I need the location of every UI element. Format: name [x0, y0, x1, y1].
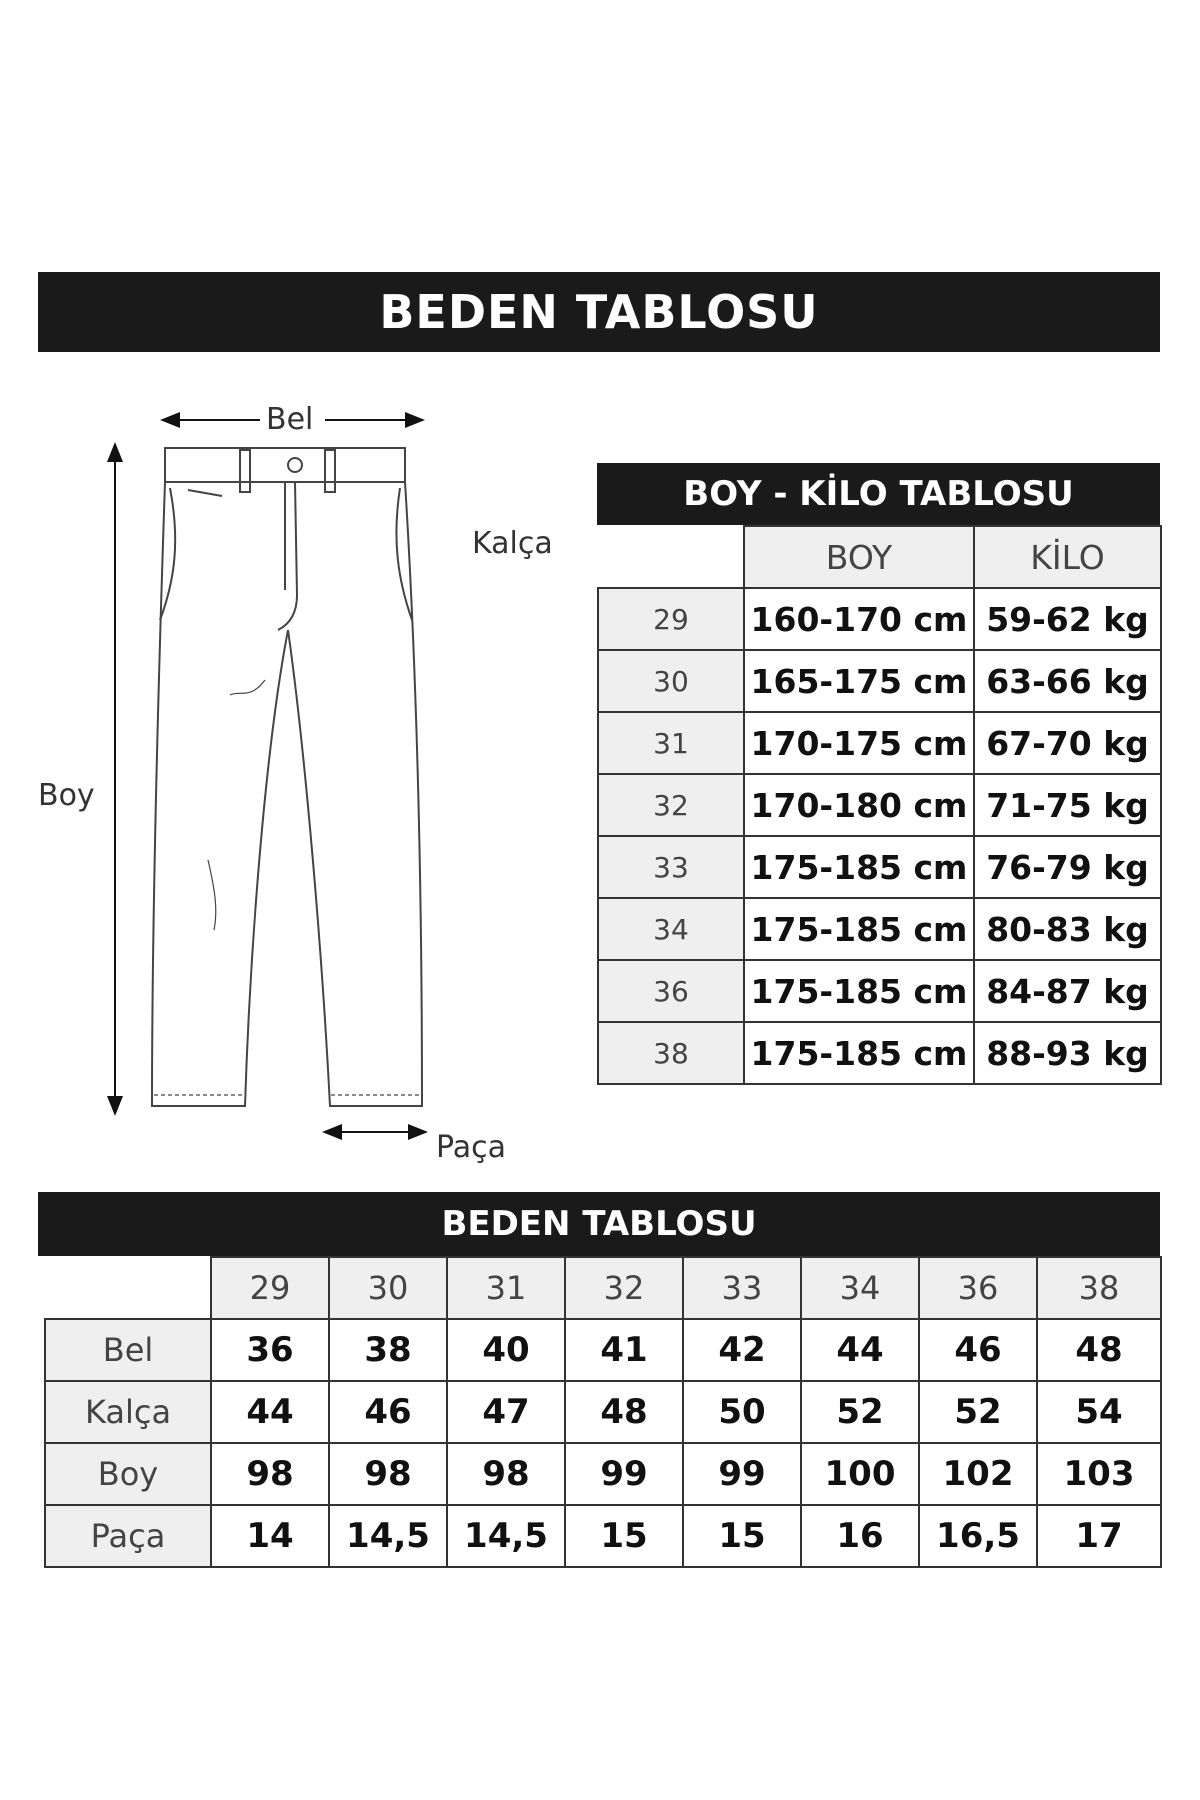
row-label: Kalça — [45, 1381, 211, 1443]
table-row — [45, 1443, 1161, 1505]
measure-cell: 40 — [447, 1319, 565, 1381]
measure-cell: 47 — [447, 1381, 565, 1443]
size-cell: 31 — [598, 712, 744, 774]
boy-cell: 175-185 cm — [744, 1022, 974, 1084]
table-row — [45, 1505, 1161, 1567]
kilo-cell: 59-62 kg — [974, 588, 1161, 650]
row-label: Paça — [45, 1505, 211, 1567]
table-row — [598, 898, 1161, 960]
size-cell: 30 — [598, 650, 744, 712]
measure-cell: 41 — [565, 1319, 683, 1381]
size-cell: 32 — [598, 774, 744, 836]
measure-cell: 14 — [211, 1505, 329, 1567]
measure-cell: 98 — [447, 1443, 565, 1505]
size-header-cell: 38 — [1037, 1257, 1161, 1319]
measure-cell: 99 — [683, 1443, 801, 1505]
kilo-cell: 84-87 kg — [974, 960, 1161, 1022]
bel-label: Bel — [266, 402, 314, 437]
kilo-cell: 88-93 kg — [974, 1022, 1161, 1084]
measure-cell: 15 — [683, 1505, 801, 1567]
measure-cell: 52 — [801, 1381, 919, 1443]
boy-column-header: BOY — [744, 526, 974, 588]
beden-table-title: BEDEN TABLOSU — [38, 1192, 1160, 1256]
measure-cell: 36 — [211, 1319, 329, 1381]
measure-cell: 16 — [801, 1505, 919, 1567]
measure-cell: 98 — [211, 1443, 329, 1505]
measure-cell: 100 — [801, 1443, 919, 1505]
table-row — [45, 1319, 1161, 1381]
boy-cell: 175-185 cm — [744, 836, 974, 898]
measure-cell: 46 — [919, 1319, 1037, 1381]
size-header-cell: 33 — [683, 1257, 801, 1319]
table-row — [598, 774, 1161, 836]
measure-cell: 52 — [919, 1381, 1037, 1443]
size-header-cell: 30 — [329, 1257, 447, 1319]
table-row — [598, 836, 1161, 898]
size-cell: 33 — [598, 836, 744, 898]
measure-cell: 103 — [1037, 1443, 1161, 1505]
boy-cell: 160-170 cm — [744, 588, 974, 650]
measure-cell: 99 — [565, 1443, 683, 1505]
size-cell: 38 — [598, 1022, 744, 1084]
size-header-cell: 32 — [565, 1257, 683, 1319]
measure-cell: 44 — [801, 1319, 919, 1381]
table-corner — [45, 1257, 211, 1319]
kilo-cell: 80-83 kg — [974, 898, 1161, 960]
size-cell: 34 — [598, 898, 744, 960]
measure-cell: 98 — [329, 1443, 447, 1505]
measure-cell: 38 — [329, 1319, 447, 1381]
size-cell: 29 — [598, 588, 744, 650]
boy-cell: 175-185 cm — [744, 898, 974, 960]
table-row — [598, 960, 1161, 1022]
kilo-cell: 67-70 kg — [974, 712, 1161, 774]
boy-label: Boy — [38, 778, 95, 813]
size-header-row — [45, 1257, 1161, 1319]
measure-cell: 16,5 — [919, 1505, 1037, 1567]
pants-outline — [152, 448, 422, 1106]
size-header-cell: 36 — [919, 1257, 1037, 1319]
kilo-cell: 76-79 kg — [974, 836, 1161, 898]
table-row — [598, 588, 1161, 650]
size-header-cell: 29 — [211, 1257, 329, 1319]
kilo-column-header: KİLO — [974, 526, 1161, 588]
boy-kilo-table — [597, 525, 1162, 1085]
page-title-banner: BEDEN TABLOSU — [38, 272, 1160, 352]
boy-cell: 170-180 cm — [744, 774, 974, 836]
size-header-cell: 34 — [801, 1257, 919, 1319]
boy-cell: 165-175 cm — [744, 650, 974, 712]
boy-cell: 170-175 cm — [744, 712, 974, 774]
size-header-cell: 31 — [447, 1257, 565, 1319]
measure-cell: 102 — [919, 1443, 1037, 1505]
table-row — [598, 650, 1161, 712]
boy-cell: 175-185 cm — [744, 960, 974, 1022]
paca-label: Paça — [436, 1130, 507, 1165]
measure-cell: 15 — [565, 1505, 683, 1567]
kilo-cell: 71-75 kg — [974, 774, 1161, 836]
table-row — [598, 1022, 1161, 1084]
row-label: Boy — [45, 1443, 211, 1505]
table-corner — [598, 526, 744, 588]
boy-kilo-title: BOY - KİLO TABLOSU — [597, 463, 1160, 525]
size-cell: 36 — [598, 960, 744, 1022]
measure-cell: 48 — [565, 1381, 683, 1443]
row-label: Bel — [45, 1319, 211, 1381]
measure-cell: 46 — [329, 1381, 447, 1443]
beden-table — [44, 1256, 1162, 1568]
pants-diagram — [100, 390, 520, 1170]
kilo-cell: 63-66 kg — [974, 650, 1161, 712]
measure-cell: 48 — [1037, 1319, 1161, 1381]
measure-cell: 54 — [1037, 1381, 1161, 1443]
measure-cell: 42 — [683, 1319, 801, 1381]
table-row — [598, 712, 1161, 774]
measure-cell: 14,5 — [447, 1505, 565, 1567]
table-row — [45, 1381, 1161, 1443]
measure-cell: 44 — [211, 1381, 329, 1443]
measure-cell: 50 — [683, 1381, 801, 1443]
measure-cell: 14,5 — [329, 1505, 447, 1567]
kalca-label: Kalça — [472, 526, 553, 561]
table-header-row — [598, 526, 1161, 588]
measure-cell: 17 — [1037, 1505, 1161, 1567]
